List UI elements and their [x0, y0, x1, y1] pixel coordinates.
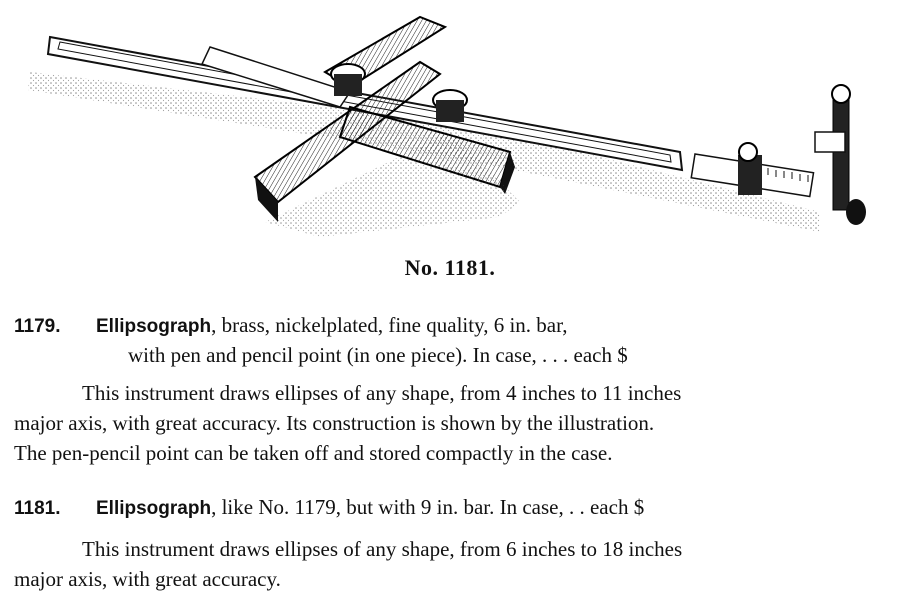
- catalog-entry-1179: [14, 311, 889, 370]
- description-line: major axis, with great accuracy. Its construction is shown by the illustration.: [14, 411, 655, 435]
- entry-heading-line: [14, 493, 889, 523]
- figure-caption: No. 1181.: [404, 255, 496, 280]
- entry-spec-continuation: with pen and pencil point (in one piece). In case, . . . each $: [128, 343, 628, 367]
- item-description-1181: [14, 534, 889, 594]
- item-spec: , like No. 1179, but with 9 in. bar. In case, . . each $: [211, 495, 645, 519]
- description-line: major axis, with great accuracy.: [14, 567, 281, 591]
- entry-heading-line: [14, 311, 889, 341]
- item-number: 1179.: [14, 316, 61, 337]
- item-name: Ellipsograph: [96, 316, 212, 337]
- ellipsograph-illustration: [20, 12, 880, 247]
- catalog-entry-1181: [14, 493, 889, 523]
- item-name: Ellipsograph: [96, 498, 212, 519]
- item-spec: , brass, nickelplated, fine quality, 6 in. bar,: [211, 313, 568, 337]
- description-line: This instrument draws ellipses of any shape, from 4 inches to 11 inches: [82, 381, 682, 405]
- item-number: 1181.: [14, 498, 61, 519]
- description-line: This instrument draws ellipses of any shape, from 6 inches to 18 inches: [82, 537, 683, 561]
- description-line: The pen-pencil point can be taken off and stored compactly in the case.: [14, 441, 613, 465]
- item-description-1179: [14, 378, 889, 468]
